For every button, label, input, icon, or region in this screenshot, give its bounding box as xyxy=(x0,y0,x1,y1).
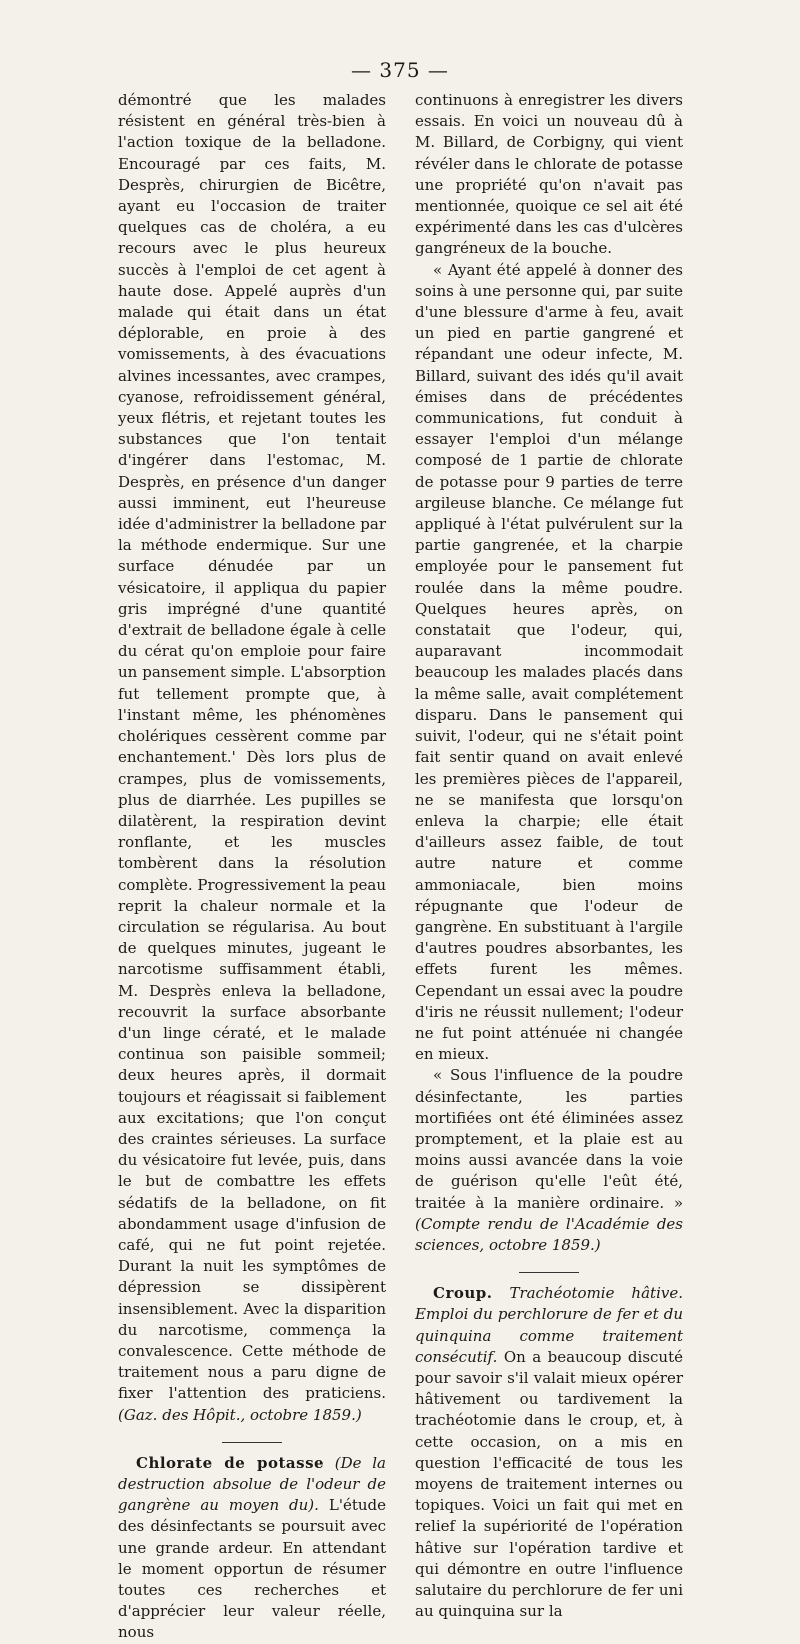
section-heading: Croup. xyxy=(433,1284,493,1303)
paragraph-text: On a beaucoup discuté pour savoir s'il valait mieux opérer hâtivement ou tardivement la trachéotomie dans le croup, et, à cette occasion, on a mis en question l'efficacité de tous les moyens de traitement internes ou topiques. Voici un fait qui met en relief la supériorité de l'opération hâtive sur l'opération tardive et qui démontre en outre l'influence salutaire du perchlorure de fer uni au quinquina sur la xyxy=(415,1347,683,1621)
paragraph-quote-2 xyxy=(415,1065,683,1256)
paragraph-text: L'étude des désinfectants se poursuit avec une grande ardeur. En attendant le moment opportun de résumer toutes ces recherches et d'apprécier leur valeur réelle, nous xyxy=(118,1496,386,1642)
page-number: — 375 — xyxy=(351,58,449,82)
paragraph-billard: continuons à enregistrer les divers essais. En voici un nouveau dû à M. Billard, de Corbigny, qui vient révéler dans le chlorate de potasse une propriété qu'on n'avait pas mentionnée, quoique ce sel ait été expérimenté dans les cas d'ulcères gangréneux de la bouche. xyxy=(415,91,683,258)
section-heading: Chlorate de potasse xyxy=(136,1453,325,1472)
section-divider xyxy=(222,1442,282,1443)
right-column xyxy=(415,90,683,1622)
citation: (Compte rendu de l'Académie des sciences, octobre 1859.) xyxy=(415,1214,683,1254)
paragraph-belladone xyxy=(118,90,386,1426)
section-divider xyxy=(519,1272,579,1273)
paragraph-text: « Sous l'influence de la poudre désinfectante, les parties mortifiées ont été éliminées assez promptement, et la plaie est au moins aussi avancée dans la voie de guérison qu'elle l'eût été, traitée à la manière ordinaire. » xyxy=(415,1066,683,1212)
paragraph-text: démontré que les malades résistent en général très-bien à l'action toxique de la belladone. Encouragé par ces faits, M. Desprès, chirurgien de Bicêtre, ayant eu l'occasion de traiter quelques cas de choléra, a eu recours avec le plus heureux succès à l'emploi de cet agent à haute dose. Appelé auprès d'un malade qui était dans un état déplorable, en proie à des vomissements, à des évacuations alvines incessantes, avec crampes, cyanose, refroidissement général, yeux flétris, et rejetant toutes les substances que l'on tentait d'ingérer dans l'estomac, M. Desprès, en présence d'un danger aussi imminent, eut l'heureuse idée d'administrer la belladone par la méthode endermique. Sur une surface dénudée par un vésicatoire, il appliqua du papier gris imprégné d'une quantité d'extrait de belladone égale à celle du cérat qu'on emploie pour faire un pansement simple. L'absorption fut tellement prompte que, à l'instant même, les phénomènes cholériques cessèrent comme par enchantement.' Dès lors plus de crampes, plus de vomissements, plus de diarrhée. Les pupilles se dilatèrent, la respiration devint ronflante, et les muscles tombèrent dans la résolution complète. Progressivement la peau reprit la chaleur normale et la circulation se régularisa. Au bout de quelques minutes, jugeant le narcotisme suffisamment établi, M. Desprès enleva la belladone, recouvrit la surface absorbante d'un linge cératé, et le malade continua son paisible sommeil; deux heures après, il dormait toujours et réagissait si faiblement aux excitations; que l'on conçut des craintes sérieuses. La surface du vésicatoire fut levée, puis, dans le but de combattre les effets sédatifs de la belladone, on fit abondamment usage d'infusion de café, qui ne fut point rejetée. Durant la nuit les symptômes de dépression se dissipèrent insensiblement. Avec la disparition du narcotisme, commença la convalescence. Cette méthode de traitement nous a paru digne de fixer l'attention des praticiens. xyxy=(118,91,387,1403)
left-column xyxy=(118,90,386,1644)
section-subtitle: (De la destruction absolue de l'odeur de gangrène au moyen du). xyxy=(118,1453,386,1515)
paragraph-quote-1: « Ayant été appelé à donner des soins à une personne qui, par suite d'une blessure d'arme à feu, avait un pied en partie gangrené et répandant une odeur infecte, M. Billard, suivant des idés qu'il avait émises dans de précédentes communications, fut conduit à essayer l'emploi d'un mélange composé de 1 partie de chlorate de potasse pour 9 parties de terre argileuse blanche. Ce mélange fut appliqué à l'état pulvérulent sur la partie gangrenée, et la charpie employée pour le pansement fut roulée dans la même poudre. Quelques heures après, on constatait que l'odeur, qui, auparavant incommodait beaucoup les malades placés dans la même salle, avait complétement disparu. Dans le pansement qui suivit, l'odeur, qui ne s'était point fait sentir quand on avait enlevé les premières pièces de l'appareil, ne se manifesta que lorsqu'on enleva la charpie; elle était d'ailleurs assez faible, de tout autre nature et comme ammoniacale, bien moins répugnante que l'odeur de gangrène. En substituant à l'argile d'autres poudres absorbantes, les effets furent les mêmes. Cependant un essai avec la poudre d'iris ne réussit nullement; l'odeur ne fut point atténuée ni changée en mieux. xyxy=(415,260,683,1064)
section-subtitle: Trachéotomie hâtive. Emploi du perchlorure de fer et du quinquina comme traitement consécutif. xyxy=(415,1284,683,1366)
paragraph-chlorate xyxy=(118,1453,386,1644)
paragraph-croup xyxy=(415,1283,683,1622)
citation: (Gaz. des Hôpit., octobre 1859.) xyxy=(118,1405,362,1424)
